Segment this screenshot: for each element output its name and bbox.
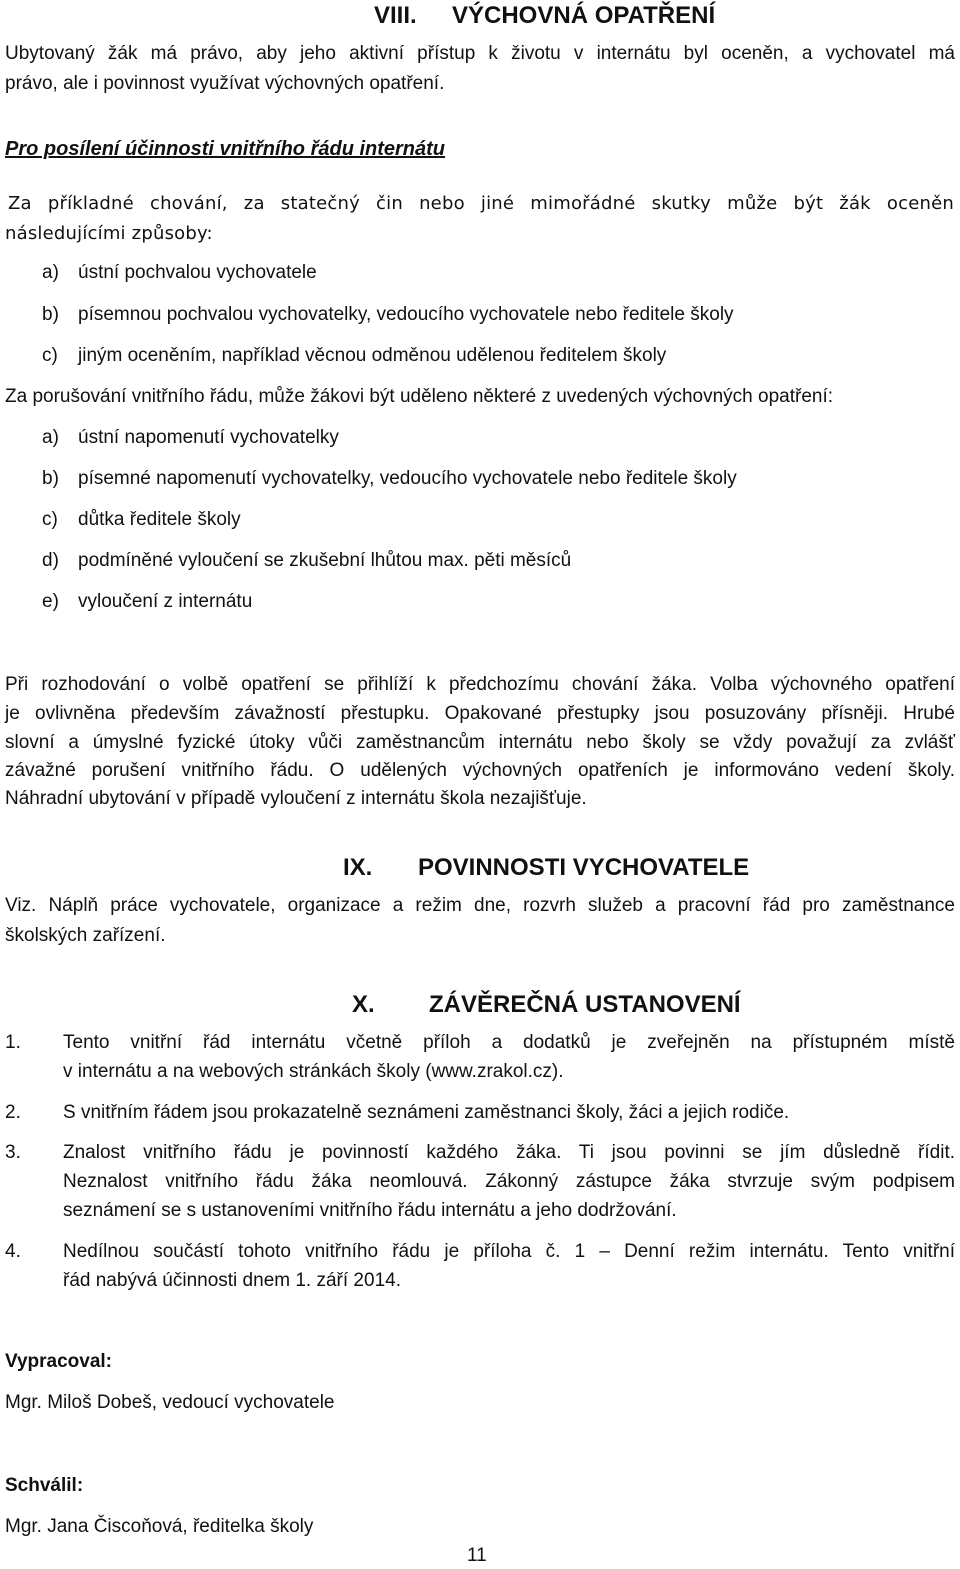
section-10-number: X.	[352, 991, 375, 1018]
section-9-heading	[343, 854, 749, 882]
approved-by: Mgr. Jana Čiscoňová, ředitelka školy	[5, 1516, 314, 1537]
decision-line: závažné porušení vnitřního řádu. O udělených výchovných opatřeních je informováno vedení školy.	[5, 760, 955, 781]
praise-item: a) ústní pochvalou vychovatele	[42, 262, 317, 283]
section-10-heading	[352, 991, 741, 1019]
prepared-by: Mgr. Miloš Dobeš, vedoucí vychovatele	[5, 1392, 335, 1413]
violation-item: e) vyloučení z internátu	[42, 591, 253, 612]
section-8-title: VÝCHOVNÁ OPATŘENÍ	[452, 2, 716, 29]
section-9-number: IX.	[343, 854, 373, 881]
section-9-line-2: školských zařízení.	[5, 925, 166, 946]
section-8-heading	[374, 2, 715, 30]
violation-item: d) podmíněné vyloučení se zkušební lhůtou max. pěti měsíců	[42, 550, 572, 571]
praise-intro-line-2: následujícími způsoby:	[5, 223, 213, 244]
decision-line: Náhradní ubytování v případě vyloučení z internátu škola nezajišťuje.	[5, 788, 587, 809]
violation-item: b) písemné napomenutí vychovatelky, vedoucího vychovatele nebo ředitele školy	[42, 468, 737, 489]
violation-intro: Za porušování vnitřního řádu, může žákovi být uděleno některé z uvedených výchovných opatření:	[5, 386, 834, 407]
decision-line: Při rozhodování o volbě opatření se přihlíží k předchozímu chování žáka. Volba výchovného opatření	[5, 674, 955, 695]
praise-item: b) písemnou pochvalou vychovatelky, vedoucího vychovatele nebo ředitele školy	[42, 304, 734, 325]
decision-line: slovní a úmyslné fyzické útoky vůči zaměstnancům internátu nebo školy se vždy považují za zvlášť	[5, 732, 955, 753]
intro-line-2: právo, ale i povinnost využívat výchovných opatření.	[5, 73, 445, 94]
decision-line: je ovlivněna především závažností přestupku. Opakované přestupky jsou posuzovány přísněji. Hrubé	[5, 703, 955, 724]
violation-item: c) důtka ředitele školy	[42, 509, 241, 530]
section-9-title: POVINNOSTI VYCHOVATELE	[418, 854, 750, 881]
praise-item: c) jiným oceněním, například věcnou odměnou udělenou ředitelem školy	[42, 345, 667, 366]
intro-line-1: Ubytovaný žák má právo, aby jeho aktivní přístup k životu v internátu byl oceněn, a vychovatel má	[5, 43, 955, 64]
violation-item: a) ústní napomenutí vychovatelky	[42, 427, 339, 448]
section-9-line-1: Viz. Náplň práce vychovatele, organizace a režim dne, rozvrh služeb a pracovní řád pro zaměstnance	[5, 895, 955, 916]
praise-intro-line-1: Za příkladné chování, za statečný čin nebo jiné mimořádné skutky může být žák oceněn	[8, 193, 954, 214]
page-number: 11	[467, 1545, 487, 1566]
approved-label: Schválil:	[5, 1475, 84, 1496]
section-8-number: VIII.	[374, 2, 417, 29]
section-10-title: ZÁVĚREČNÁ USTANOVENÍ	[429, 991, 741, 1018]
prepared-label: Vypracoval:	[5, 1351, 113, 1372]
subheading: Pro posílení účinnosti vnitřního řádu internátu	[5, 138, 446, 160]
